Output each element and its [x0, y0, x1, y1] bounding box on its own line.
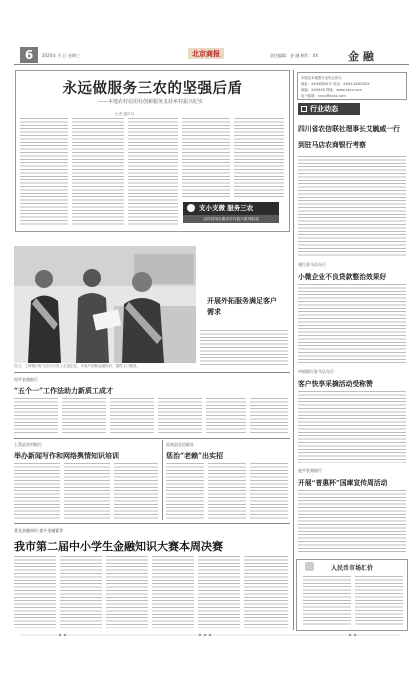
photo-rule — [14, 372, 290, 373]
right-item-2-headline[interactable]: 客户快享采摘活动受称赞 — [298, 380, 373, 388]
right-item-2-kicker: 中原银行驻马店分行 — [298, 369, 334, 374]
right-item-1-kicker: 建行驻马店分行 — [298, 262, 326, 267]
bottom-story-kicker: 普及金融知识 提升金融素养 — [14, 528, 64, 533]
article-3-body-col — [208, 463, 246, 519]
article-1-body-col — [158, 398, 202, 434]
lead-body-col-1 — [20, 118, 68, 226]
exchange-rate-table-right — [355, 576, 403, 626]
right-item-1-headline[interactable]: 小微企业不良贷款整治效果好 — [298, 273, 387, 281]
header-rule — [14, 64, 409, 65]
lead-subtitle: ——本地农村信用社创新服务支持乡村振兴纪实 — [98, 99, 204, 105]
industry-news-text: 行业动态 — [310, 105, 338, 113]
article-3-headline[interactable]: 惩治“老赖”出实招 — [166, 451, 224, 460]
bottom-story-body-col — [60, 556, 102, 628]
banner-emblem-icon — [187, 204, 195, 212]
bottom-story-body-col — [14, 556, 56, 628]
article-2-body-col — [114, 463, 158, 519]
right-item-1-body — [298, 284, 406, 364]
article-divider — [162, 440, 163, 520]
photo-story-body — [200, 330, 288, 366]
lead-body-col-2 — [72, 118, 124, 226]
article-1-body-col — [14, 398, 58, 434]
contact-box — [297, 72, 407, 100]
right-item-3-headline[interactable]: 开展“普惠杯”国庫宣传周活动 — [298, 479, 388, 487]
exchange-rate-box — [296, 559, 408, 631]
exchange-rate-title: 人民币市场汇价 — [330, 565, 373, 572]
industry-news-label — [298, 103, 360, 115]
article-3-body-col — [166, 463, 204, 519]
article-1-body-col — [250, 398, 288, 434]
lead-byline: 记者 通讯员 — [115, 112, 135, 116]
article-2-headline[interactable]: 举办新闻写作和网络舆情知识培训 — [14, 451, 119, 460]
banner-label: 支小支微 服务三农 — [199, 204, 254, 212]
article-2-body-col — [14, 463, 60, 519]
page-number: 6 — [20, 47, 38, 63]
article-1-body-col — [110, 398, 154, 434]
lead-body-col-5 — [234, 118, 284, 198]
industry-body — [298, 156, 406, 256]
article-2-body-col — [64, 463, 110, 519]
lead-headline[interactable]: 永远做服务三农的坚强后盾 — [62, 80, 243, 97]
issue-date: 2020年 月 日 星期三 — [42, 53, 80, 58]
bottom-story-body-col — [152, 556, 194, 628]
news-photo — [14, 246, 196, 363]
right-item-3-body — [298, 490, 406, 554]
newspaper-logo: 北京商报 — [188, 48, 224, 59]
bottom-story-body-col — [198, 556, 240, 628]
article-3-body-col — [250, 463, 288, 519]
bottom-story-headline[interactable]: 我市第二届中小学生金融知识大赛本周决赛 — [14, 540, 223, 553]
article-1-body-col — [206, 398, 246, 434]
contact-line: 电子邮箱：xxxx@xxxx.com — [301, 94, 346, 98]
exchange-rate-table-left — [303, 576, 351, 626]
industry-headline[interactable]: 四川省农信联社理事长艾毓威一行到驻马店农商银行考察 — [298, 125, 400, 149]
article-rule — [14, 438, 290, 439]
banner-subline: 农村信用社服务乡村振兴系列报道 — [183, 215, 279, 223]
contact-line: 邮编：XXXXXX 网址：www.xxxx.com — [301, 88, 362, 92]
article-3-kicker: 汝南县农信联社 — [166, 442, 194, 447]
article-rule — [14, 523, 290, 524]
photo-story-headline[interactable]: 开展外拓服务满足客户需求 — [207, 296, 277, 316]
article-2-kicker: 上蔡县农村银行 — [14, 442, 42, 447]
lead-body-col-3 — [128, 118, 178, 226]
section-title: 金 融 — [348, 50, 374, 63]
article-1-body-col — [62, 398, 106, 434]
right-item-2-body — [298, 391, 406, 463]
editor-line: 责任编辑：金 融 制作：XX — [270, 53, 319, 58]
contact-line: 地址：XXXX路XX号 电话：XXXX-XXXXXXX — [301, 82, 370, 86]
right-item-3-kicker: 遂平农商银行 — [298, 468, 322, 473]
bottom-story-body-col — [106, 556, 148, 628]
article-1-headline[interactable]: “五个一”工作法助力新质工成才 — [14, 386, 114, 395]
lead-body-col-4 — [182, 118, 230, 198]
article-1-kicker: 西平农商银行 — [14, 377, 38, 382]
column-divider — [293, 70, 294, 630]
photo-caption: 近日，工商银行驻马店分行员工走进企业，为客户讲解金融知识，提供上门服务。 — [14, 364, 140, 368]
section-marker-icon — [301, 106, 307, 112]
lead-banner — [183, 202, 279, 215]
contact-line: 本版由本地银行业协会协办 — [301, 76, 342, 80]
footer-ornament — [20, 632, 400, 638]
bottom-story-body-col — [244, 556, 288, 628]
